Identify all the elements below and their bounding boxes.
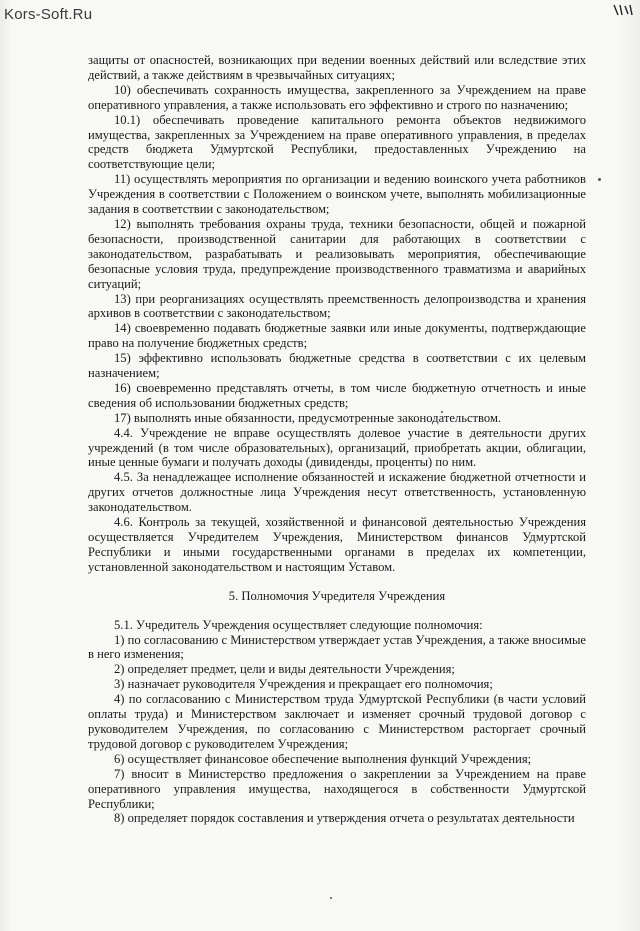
paragraph-5-1-item-4: 4) по согласованию с Министерством труда Удмуртской Республики (в части условий оплаты труда) и Министерством заключает и изменяет срочный трудовой договор с руководителем Учреждения, по согласованию с Министерством расторгает срочный трудовой договор с руководителем Учреждения; [88,692,586,751]
paragraph-5-1-item-8: 8) определяет порядок составления и утверждения отчета о результатах деятельности [114,811,575,826]
paragraph-item-14: 14) своевременно подавать бюджетные заявки или иные документы, подтверждающие право на получение бюджетных средств; [88,321,586,351]
paragraph-5-1: 5.1. Учредитель Учреждения осуществляет следующие полномочия: [114,617,483,632]
paragraph-item-17: 17) выполнять иные обязанности, предусмотренные законодательством. [114,410,502,425]
paragraph-item-10-1: 10.1) обеспечивать проведение капитального ремонта объектов недвижимого имущества, закрепленных за Учреждением на праве оперативного управления, в пределах средств бюджета Удмуртской Республики, предоставленных Учреждению на соответствующие цели; [88,112,586,172]
paragraph-5-1-item-3: 3) назначает руководителя Учреждения и прекращает его полномочия; [114,677,493,692]
document-body [88,53,586,826]
paragraph-item-12: 12) выполнять требования охраны труда, техники безопасности, общей и пожарной безопасности, производственной санитарии для работающих в соответствии с законодательством, разрабатывать и реализовывать мероприятия, обеспечивающие безопасные условия труда, предупреждение производственного травматизма и аварийных ситуаций; [88,216,586,291]
paragraph-4-6: 4.6. Контроль за текущей, хозяйственной и финансовой деятельностью Учреждения осуществляется Учредителем Учреждения, Министерством финансов Удмуртской Республики и иными государственными органами в пределах их компетенции, установленной законодательством и настоящим Уставом. [88,515,586,574]
paragraph-5-1-item-7: 7) вносит в Министерство предложения о закреплении за Учреждением на праве оперативного управления имущества, находящегося в собственности Удмуртской Республики; [88,766,586,811]
paragraph-item-16: 16) своевременно представлять отчеты, в том числе бюджетную отчетность и иные сведения об использовании бюджетных средств; [88,380,586,410]
paragraph-5-1-item-2: 2) определяет предмет, цели и виды деятельности Учреждения; [114,662,455,677]
section-heading: 5. Полномочия Учредителя Учреждения [228,588,446,603]
paragraph-4-5: 4.5. За ненадлежащее исполнение обязанностей и искажение бюджетной отчетности и других отчетов должностные лица Учреждения несут ответственность, установленную законодательством. [88,470,586,515]
watermark: Kors-Soft.Ru [4,6,93,23]
paragraph-4-4: 4.4. Учреждение не вправе осуществлять долевое участие в деятельности других учреждений (в том числе образовательных), организаций, приобретать акции, облигации, иные ценные бумаги и получать доходы (дивиденды, проценты) по ним. [88,425,586,470]
paragraph-5-1-item-6: 6) осуществляет финансовое обеспечение выполнения функций Учреждения; [114,751,532,766]
paragraph-item-11: 11) осуществлять мероприятия по организации и ведению воинского учета работников Учреждения в соответствии с Положением о воинском учете, выполнять мобилизационные задания в соответствии с законодательством; [88,172,586,217]
paragraph-continuation: защиты от опасностей, возникающих при ведении военных действий или вследствие этих действий, а также действиям в чрезвычайных ситуациях; [88,53,586,82]
corner-marks [612,3,634,17]
paragraph-item-15: 15) эффективно использовать бюджетные средства в соответствии с их целевым назначением; [88,351,586,381]
paragraph-item-10: 10) обеспечивать сохранность имущества, закрепленного за Учреждением на праве оперативного управления, а также использовать его эффективно и строго по назначению; [88,82,586,112]
paragraph-5-1-item-1: 1) по согласованию с Министерством утверждает устав Учреждения, а также вносимые в него изменения; [88,632,586,662]
paragraph-item-13: 13) при реорганизациях осуществлять преемственность делопроизводства и хранения архивов в соответствии с законодательством; [88,291,586,321]
